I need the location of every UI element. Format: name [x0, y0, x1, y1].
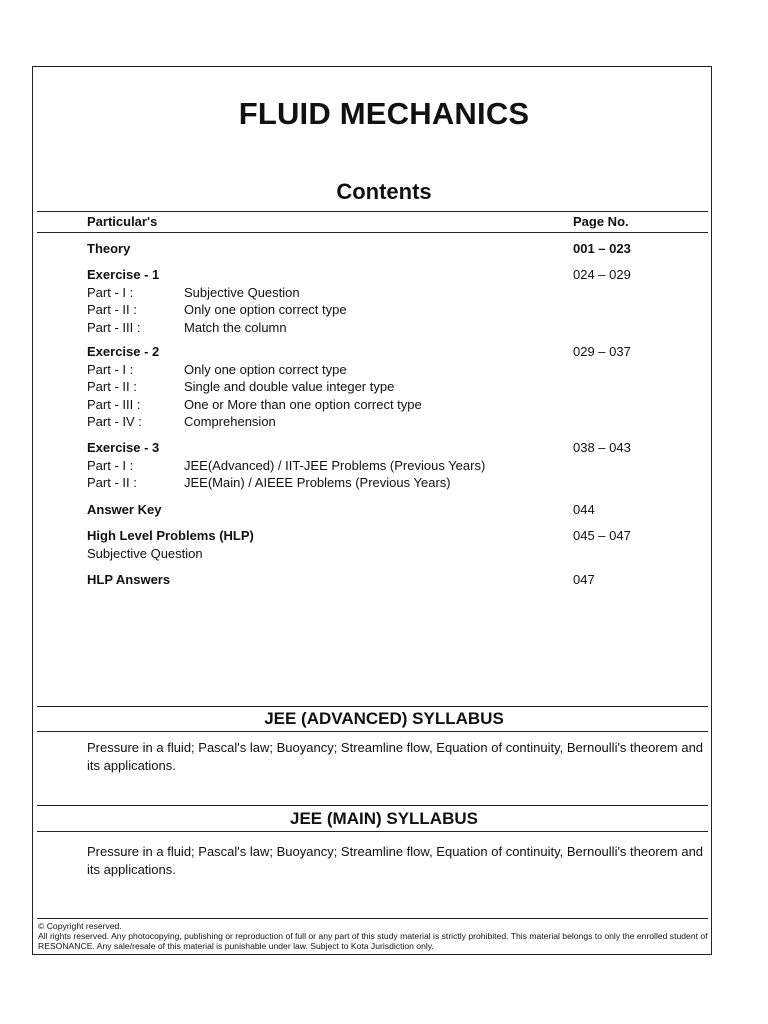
copyright-line: © Copyright reserved. — [38, 921, 122, 931]
rights-notice: All rights reserved. Any photocopying, publishing or reproduction of full or any part of this study material is strictly prohibited. This material belongs to only the enrolled student of RESONANCE. Any sale/resale of this material is punishable under law. Subject to Kota Jurisdiction only. — [38, 931, 708, 951]
advanced-syllabus-text: Pressure in a fluid; Pascal's law; Buoyancy; Streamline flow, Equation of continuity, Bernoulli's theorem and its applications. — [87, 740, 704, 773]
header-bottom-rule — [37, 232, 708, 233]
toc-exercise3-pages: 038 – 043 — [573, 440, 631, 455]
advanced-syllabus-top-rule — [37, 706, 708, 707]
toc-exercise3-part: Part - II : — [87, 475, 137, 490]
page-title: FLUID MECHANICS — [238, 96, 530, 131]
copyright-footer — [38, 921, 710, 951]
toc-exercise2-part: Part - III : — [87, 397, 141, 412]
toc-hlp-answers-pages: 047 — [573, 572, 595, 587]
particulars-header: Particular's — [87, 214, 158, 229]
toc-exercise1-desc: Only one option correct type — [184, 302, 347, 317]
main-syllabus-text: Pressure in a fluid; Pascal's law; Buoyancy; Streamline flow, Equation of continuity, Bernoulli's theorem and its applications. — [87, 844, 704, 877]
toc-theory-pages: 001 – 023 — [573, 241, 631, 256]
main-syllabus-top-rule — [37, 805, 708, 806]
toc-hlp-pages: 045 – 047 — [573, 528, 631, 543]
advanced-syllabus-bottom-rule — [37, 731, 708, 732]
toc-exercise1-part: Part - III : — [87, 320, 141, 335]
toc-answer-key-pages: 044 — [573, 502, 595, 517]
toc-exercise1-pages: 024 – 029 — [573, 267, 631, 282]
toc-exercise3-desc: JEE(Main) / AIEEE Problems (Previous Years) — [184, 475, 451, 490]
toc-exercise1-part: Part - II : — [87, 302, 137, 317]
toc-exercise2-part: Part - IV : — [87, 414, 142, 429]
toc-hlp-answers-label: HLP Answers — [87, 572, 171, 587]
toc-exercise2-desc: One or More than one option correct type — [184, 397, 422, 412]
toc-exercise1-desc: Match the column — [184, 320, 287, 335]
toc-exercise2-desc: Single and double value integer type — [184, 379, 395, 394]
toc-exercise2-desc: Comprehension — [184, 414, 276, 429]
footer-rule — [37, 918, 708, 919]
main-syllabus-bottom-rule — [37, 831, 708, 832]
toc-theory-label: Theory — [87, 241, 131, 256]
toc-exercise3-desc: JEE(Advanced) / IIT-JEE Problems (Previous Years) — [184, 458, 486, 473]
toc-exercise1-label: Exercise - 1 — [87, 267, 160, 282]
advanced-syllabus-title: JEE (ADVANCED) SYLLABUS — [264, 709, 504, 728]
toc-hlp-sub: Subjective Question — [87, 546, 203, 561]
toc-exercise3-part: Part - I : — [87, 458, 134, 473]
main-syllabus-title: JEE (MAIN) SYLLABUS — [290, 809, 478, 828]
toc-exercise2-part: Part - I : — [87, 362, 134, 377]
toc-exercise2-desc: Only one option correct type — [184, 362, 347, 377]
toc-exercise1-desc: Subjective Question — [184, 285, 300, 300]
toc-exercise2-label: Exercise - 2 — [87, 344, 160, 359]
toc-exercise3-label: Exercise - 3 — [87, 440, 160, 455]
toc-exercise1-part: Part - I : — [87, 285, 134, 300]
toc-answer-key-label: Answer Key — [87, 502, 162, 517]
toc-exercise2-part: Part - II : — [87, 379, 137, 394]
toc-exercise2-pages: 029 – 037 — [573, 344, 631, 359]
contents-heading: Contents — [336, 179, 432, 204]
toc-hlp-label: High Level Problems (HLP) — [87, 528, 254, 543]
header-top-rule — [37, 211, 708, 212]
page-no-header: Page No. — [573, 214, 629, 229]
